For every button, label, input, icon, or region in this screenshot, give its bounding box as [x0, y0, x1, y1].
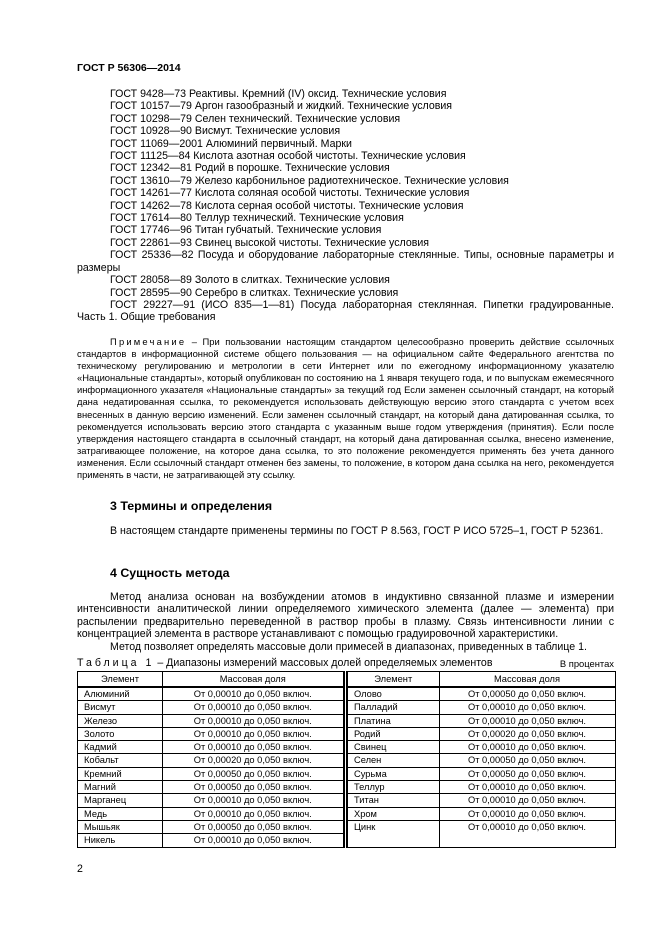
column-header-mass-fraction: Массовая доля — [439, 672, 615, 688]
element-cell: Кобальт — [78, 754, 163, 767]
element-cell: Олово — [347, 687, 439, 701]
table-right-half — [346, 671, 616, 848]
table-row — [78, 807, 344, 820]
element-cell: Кремний — [78, 767, 163, 780]
reference-item: ГОСТ 11125—84 Кислота азотная особой чистоты. Технические условия — [110, 150, 466, 163]
table-row — [78, 767, 344, 780]
reference-item: ГОСТ 9428—73 Реактивы. Кремний (IV) оксид. Технические условия — [110, 88, 447, 100]
mass-fraction-cell: От 0,00010 до 0,050 включ. — [163, 714, 344, 727]
mass-fraction-cell: От 0,00010 до 0,050 включ. — [439, 781, 615, 794]
section-4-paragraph-1: Метод анализа основан на возбуждении атомов в индуктивно связанной плазме и измерении интенсивности аналитической линии определяемого химического элемента (далее — элемента) при распылении предварительно переведенной в раствор пробы в плазму. Связь интенсивности линии с концентрацией элемента в растворе устанавливают с помощью градуировочной характеристики. — [77, 591, 614, 641]
document-header: ГОСТ Р 56306—2014 — [77, 62, 181, 74]
element-cell: Мышьяк — [78, 820, 163, 833]
table-header-row — [78, 672, 344, 688]
reference-item: ГОСТ 14261—77 Кислота соляная особой чистоты. Технические условия — [110, 187, 470, 200]
section-3-text: В настоящем стандарте применены термины по ГОСТ Р 8.563, ГОСТ Р ИСО 5725–1, ГОСТ Р 52361. — [110, 525, 604, 537]
table-row — [78, 794, 344, 807]
mass-fraction-cell: От 0,00010 до 0,050 включ. — [163, 834, 344, 847]
table-row — [78, 834, 344, 847]
element-cell: Железо — [78, 714, 163, 727]
table-left-half — [77, 671, 345, 848]
table-row — [347, 820, 615, 847]
mass-fraction-cell: От 0,00020 до 0,050 включ. — [439, 727, 615, 740]
table-row — [78, 754, 344, 767]
mass-fraction-cell: От 0,00010 до 0,050 включ. — [439, 820, 615, 847]
table-row — [78, 727, 344, 740]
reference-item: ГОСТ 10928—90 Висмут. Технические условия — [110, 125, 341, 138]
mass-fraction-cell: От 0,00010 до 0,050 включ. — [163, 741, 344, 754]
table-row — [347, 754, 615, 767]
reference-item: ГОСТ 28595—90 Серебро в слитках. Технические условия — [110, 286, 399, 299]
table-row — [347, 701, 615, 714]
note-label: Примечание — [110, 336, 187, 347]
mass-fraction-cell: От 0,00050 до 0,050 включ. — [439, 767, 615, 780]
table-row — [347, 794, 615, 807]
mass-fraction-cell: От 0,00010 до 0,050 включ. — [163, 701, 344, 714]
reference-item: ГОСТ 13610—79 Железо карбонильное радиотехническое. Технические условия — [110, 174, 509, 187]
element-cell: Медь — [78, 807, 163, 820]
mass-fraction-cell: От 0,00010 до 0,050 включ. — [163, 794, 344, 807]
reference-item: ГОСТ 17746—96 Титан губчатый. Технические условия — [110, 224, 382, 237]
mass-fraction-cell: От 0,00010 до 0,050 включ. — [439, 701, 615, 714]
element-cell: Титан — [347, 794, 439, 807]
table-title: – Диапазоны измерений массовых долей определяемых элементов — [154, 657, 493, 669]
mass-fraction-cell: От 0,00010 до 0,050 включ. — [163, 727, 344, 740]
note-block — [77, 336, 614, 481]
element-cell: Родий — [347, 727, 439, 740]
table-row — [347, 714, 615, 727]
table-row — [78, 701, 344, 714]
element-cell: Палладий — [347, 701, 439, 714]
reference-item: ГОСТ 25336—82 Посуда и оборудование лабораторные стеклянные. Типы, основные параметры и размеры — [77, 249, 614, 274]
mass-fraction-cell: От 0,00010 до 0,050 включ. — [439, 741, 615, 754]
table-label: Таблица 1 — [77, 657, 155, 669]
element-cell: Алюминий — [78, 687, 163, 701]
mass-fraction-cell: От 0,00010 до 0,050 включ. — [439, 714, 615, 727]
table-row — [78, 714, 344, 727]
element-cell: Золото — [78, 727, 163, 740]
table-units: В процентах — [559, 658, 614, 669]
element-cell: Никель — [78, 834, 163, 847]
table-row — [78, 741, 344, 754]
section-4-title: 4 Сущность метода — [110, 566, 230, 580]
reference-item: ГОСТ 29227—91 (ИСО 835—1—81) Посуда лабораторная стеклянная. Пипетки градуированные. Часть 1. Общие требования — [77, 298, 614, 324]
table-row — [78, 781, 344, 794]
reference-item: ГОСТ 12342—81 Родий в порошке. Технические условия — [110, 162, 390, 175]
reference-item: ГОСТ 17614—80 Теллур технический. Технические условия — [110, 212, 404, 225]
element-cell: Сурьма — [347, 767, 439, 780]
element-cell: Магний — [78, 781, 163, 794]
normative-references-list — [77, 88, 614, 324]
column-header-element: Элемент — [78, 672, 163, 688]
mass-fraction-cell: От 0,00050 до 0,050 включ. — [439, 754, 615, 767]
element-cell: Свинец — [347, 741, 439, 754]
mass-fraction-cell: От 0,00010 до 0,050 включ. — [163, 807, 344, 820]
mass-fraction-cell: От 0,00010 до 0,050 включ. — [439, 807, 615, 820]
mass-fraction-cell: От 0,00050 до 0,050 включ. — [163, 767, 344, 780]
table-caption — [77, 657, 614, 669]
mass-fraction-cell: От 0,00020 до 0,050 включ. — [163, 754, 344, 767]
table-row — [347, 807, 615, 820]
element-cell: Селен — [347, 754, 439, 767]
mass-fraction-cell: От 0,00010 до 0,050 включ. — [439, 794, 615, 807]
table-header-row — [347, 672, 615, 688]
table-row — [78, 820, 344, 833]
element-cell: Теллур — [347, 781, 439, 794]
table-row — [347, 727, 615, 740]
section-4-paragraph-2: Метод позволяет определять массовые доли примесей в диапазонах, приведенных в таблице 1. — [110, 641, 587, 653]
element-cell: Марганец — [78, 794, 163, 807]
mass-fraction-cell: От 0,00010 до 0,050 включ. — [163, 687, 344, 701]
element-cell: Платина — [347, 714, 439, 727]
table-row — [347, 767, 615, 780]
section-3-title: 3 Термины и определения — [110, 499, 273, 513]
reference-item: ГОСТ 10298—79 Селен технический. Технические условия — [110, 112, 401, 125]
element-cell: Кадмий — [78, 741, 163, 754]
mass-fraction-cell: От 0,00050 до 0,050 включ. — [163, 820, 344, 833]
element-cell: Цинк — [347, 820, 439, 847]
mass-fraction-cell: От 0,00050 до 0,050 включ. — [163, 781, 344, 794]
table-row — [347, 781, 615, 794]
table-row — [347, 687, 615, 701]
element-cell: Висмут — [78, 701, 163, 714]
page-number: 2 — [77, 863, 83, 875]
column-header-mass-fraction: Массовая доля — [163, 672, 344, 688]
element-cell: Хром — [347, 807, 439, 820]
reference-item: ГОСТ 22861—93 Свинец высокой чистоты. Технические условия — [110, 236, 430, 249]
mass-fraction-cell: От 0,00050 до 0,050 включ. — [439, 687, 615, 701]
reference-item: ГОСТ 28058—89 Золото в слитках. Технические условия — [110, 274, 390, 287]
reference-item: ГОСТ 11069—2001 Алюминий первичный. Марки — [110, 137, 352, 150]
column-header-element: Элемент — [347, 672, 439, 688]
table-row — [347, 741, 615, 754]
reference-item: ГОСТ 10157—79 Аргон газообразный и жидкий. Технические условия — [110, 100, 453, 113]
reference-item: ГОСТ 14262—78 Кислота серная особой чистоты. Технические условия — [110, 199, 464, 212]
note-text: – При пользовании настоящим стандартом целесообразно проверить действие ссылочных стандартов в информационной системе общего пользования — на официальном сайте Федерального агентства по техническому регулированию и метрологии в сети Интернет или по ежегодному информационному указателю «Национальные стандарты», который опубликован по состоянию на 1 января текущего года, и по выпускам ежемесячного информационного указателя «Национальные стандарты» за текущий год Если заменен ссылочный стандарт, на который дана недатированная ссылка, то рекомендуется использовать действующую версию этого стандарта с учетом всех внесенных в данную версию изменений. Если заменен ссылочный стандарт, на который дана датированная ссылка, то рекомендуется использовать версию этого стандарта с указанным выше годом утверждения (принятия). Если после утверждения настоящего стандарта в ссылочный стандарт, на который дана датированная ссылка, внесено изменение, затрагивающее положение, на которое дана ссылка, то это положение рекомендуется применять без учета данного изменения. Если ссылочный стандарт отменен без замены, то положение, в котором дана ссылка на него, рекомендуется применять в части, не затрагивающей эту ссылку. — [77, 336, 614, 481]
table-row — [78, 687, 344, 701]
